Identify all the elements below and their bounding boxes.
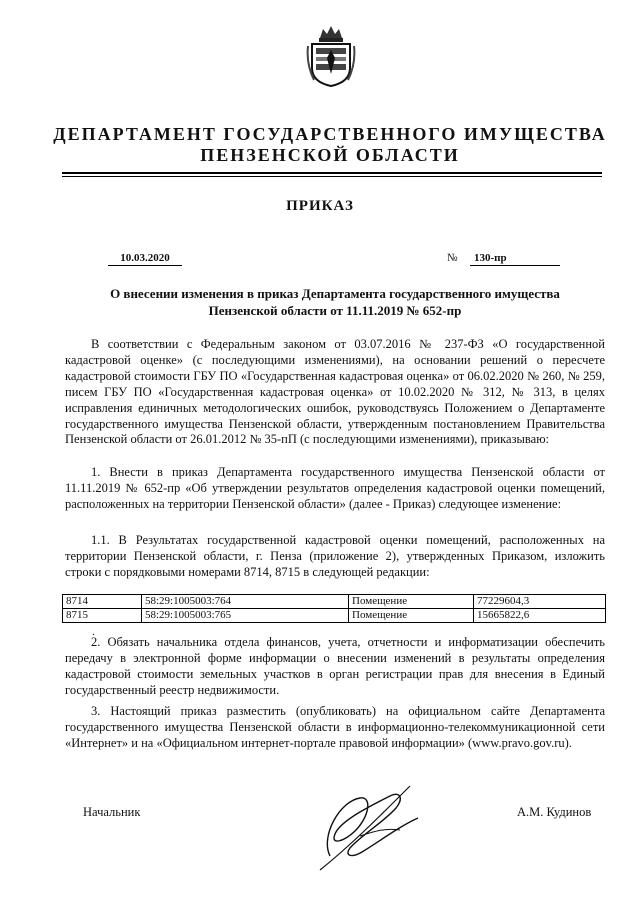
department-title-line-1: ДЕПАРТАМЕНТ ГОСУДАРСТВЕННОГО ИМУЩЕСТВА	[53, 124, 607, 144]
signer-name: А.М. Кудинов	[517, 805, 592, 819]
paragraph-item-1-1: 1.1. В Результатах государственной кадастровой оценки помещений, расположенных на территории Пензенской области, г. Пенза (приложение 2), утвержденных Приказом, изложить строки с порядковыми номерами 8714, 8715 в следующей редакции:	[65, 533, 605, 579]
table-cell: Помещение	[349, 595, 474, 609]
table-cell: 8715	[63, 609, 142, 623]
cadastral-table	[62, 594, 606, 623]
table-cell: 77229604,3	[474, 595, 606, 609]
number-sign: №	[447, 252, 458, 264]
table-cell: 58:29:1005003:765	[142, 609, 349, 623]
table-row	[63, 595, 606, 609]
department-title-line-2: ПЕНЗЕНСКОЙ ОБЛАСТИ	[200, 145, 460, 165]
document-type: ПРИКАЗ	[286, 198, 354, 214]
after-table-mark: .	[92, 624, 95, 638]
header-rule-thick	[62, 172, 602, 174]
paragraph-item-2: 2. Обязать начальника отдела финансов, учета, отчетности и информатизации обеспечить передачу в электронной форме информации о внесении изменений в результаты определения кадастровой стоимости земельных участков в орган регистрации прав для внесения в Единый государственный реестр недвижимости.	[65, 635, 605, 697]
table-row	[63, 609, 606, 623]
table-cell: 8714	[63, 595, 142, 609]
order-date: 10.03.2020	[108, 252, 182, 266]
paragraph-item-1: 1. Внести в приказ Департамента государственного имущества Пензенской области от 11.11.2019 № 652-пр «Об утверждении результатов определения кадастровой оценки помещений, расположенных на территории Пензенской области» (далее - Приказ) следующее изменение:	[65, 465, 605, 511]
subject-line-2: Пензенской области от 11.11.2019 № 652-пр	[208, 303, 462, 318]
paragraph-preamble: В соответствии с Федеральным законом от 03.07.2016 № 237-ФЗ «О государственной кадастровой оценке» (с последующими изменениями), на основании решений о пересчете кадастровой стоимости ГБУ ПО «Государственная кадастровая оценка» от 06.02.2020 № 260, № 259, писем ГБУ ПО «Государственная кадастровая оценка» от 10.02.2020 № 312, № 313, в целях исправления единичных методологических ошибок, руководствуясь Положением о Департаменте государственного имущества Пензенской области, утвержденным постановлением Правительства Пензенской области от 26.01.2012 № 35-пП (с последующими изменениями), приказываю:	[65, 337, 605, 447]
table-cell: Помещение	[349, 609, 474, 623]
header-rule-thin	[62, 176, 602, 177]
table-cell: 15665822,6	[474, 609, 606, 623]
subject-line-1: О внесении изменения в приказ Департамента государственного имущества	[110, 286, 560, 301]
signer-position: Начальник	[83, 805, 141, 819]
table-cell: 58:29:1005003:764	[142, 595, 349, 609]
handwritten-signature	[300, 776, 440, 874]
coat-of-arms-icon	[306, 24, 356, 88]
order-number: 130-пр	[470, 252, 560, 266]
paragraph-item-3: 3. Настоящий приказ разместить (опубликовать) на официальном сайте Департамента государственного имущества Пензенской области в информационно-телекоммуникационной сети «Интернет» и на «Официальном интернет-портале правовой информации» (www.pravo.gov.ru).	[65, 704, 605, 750]
